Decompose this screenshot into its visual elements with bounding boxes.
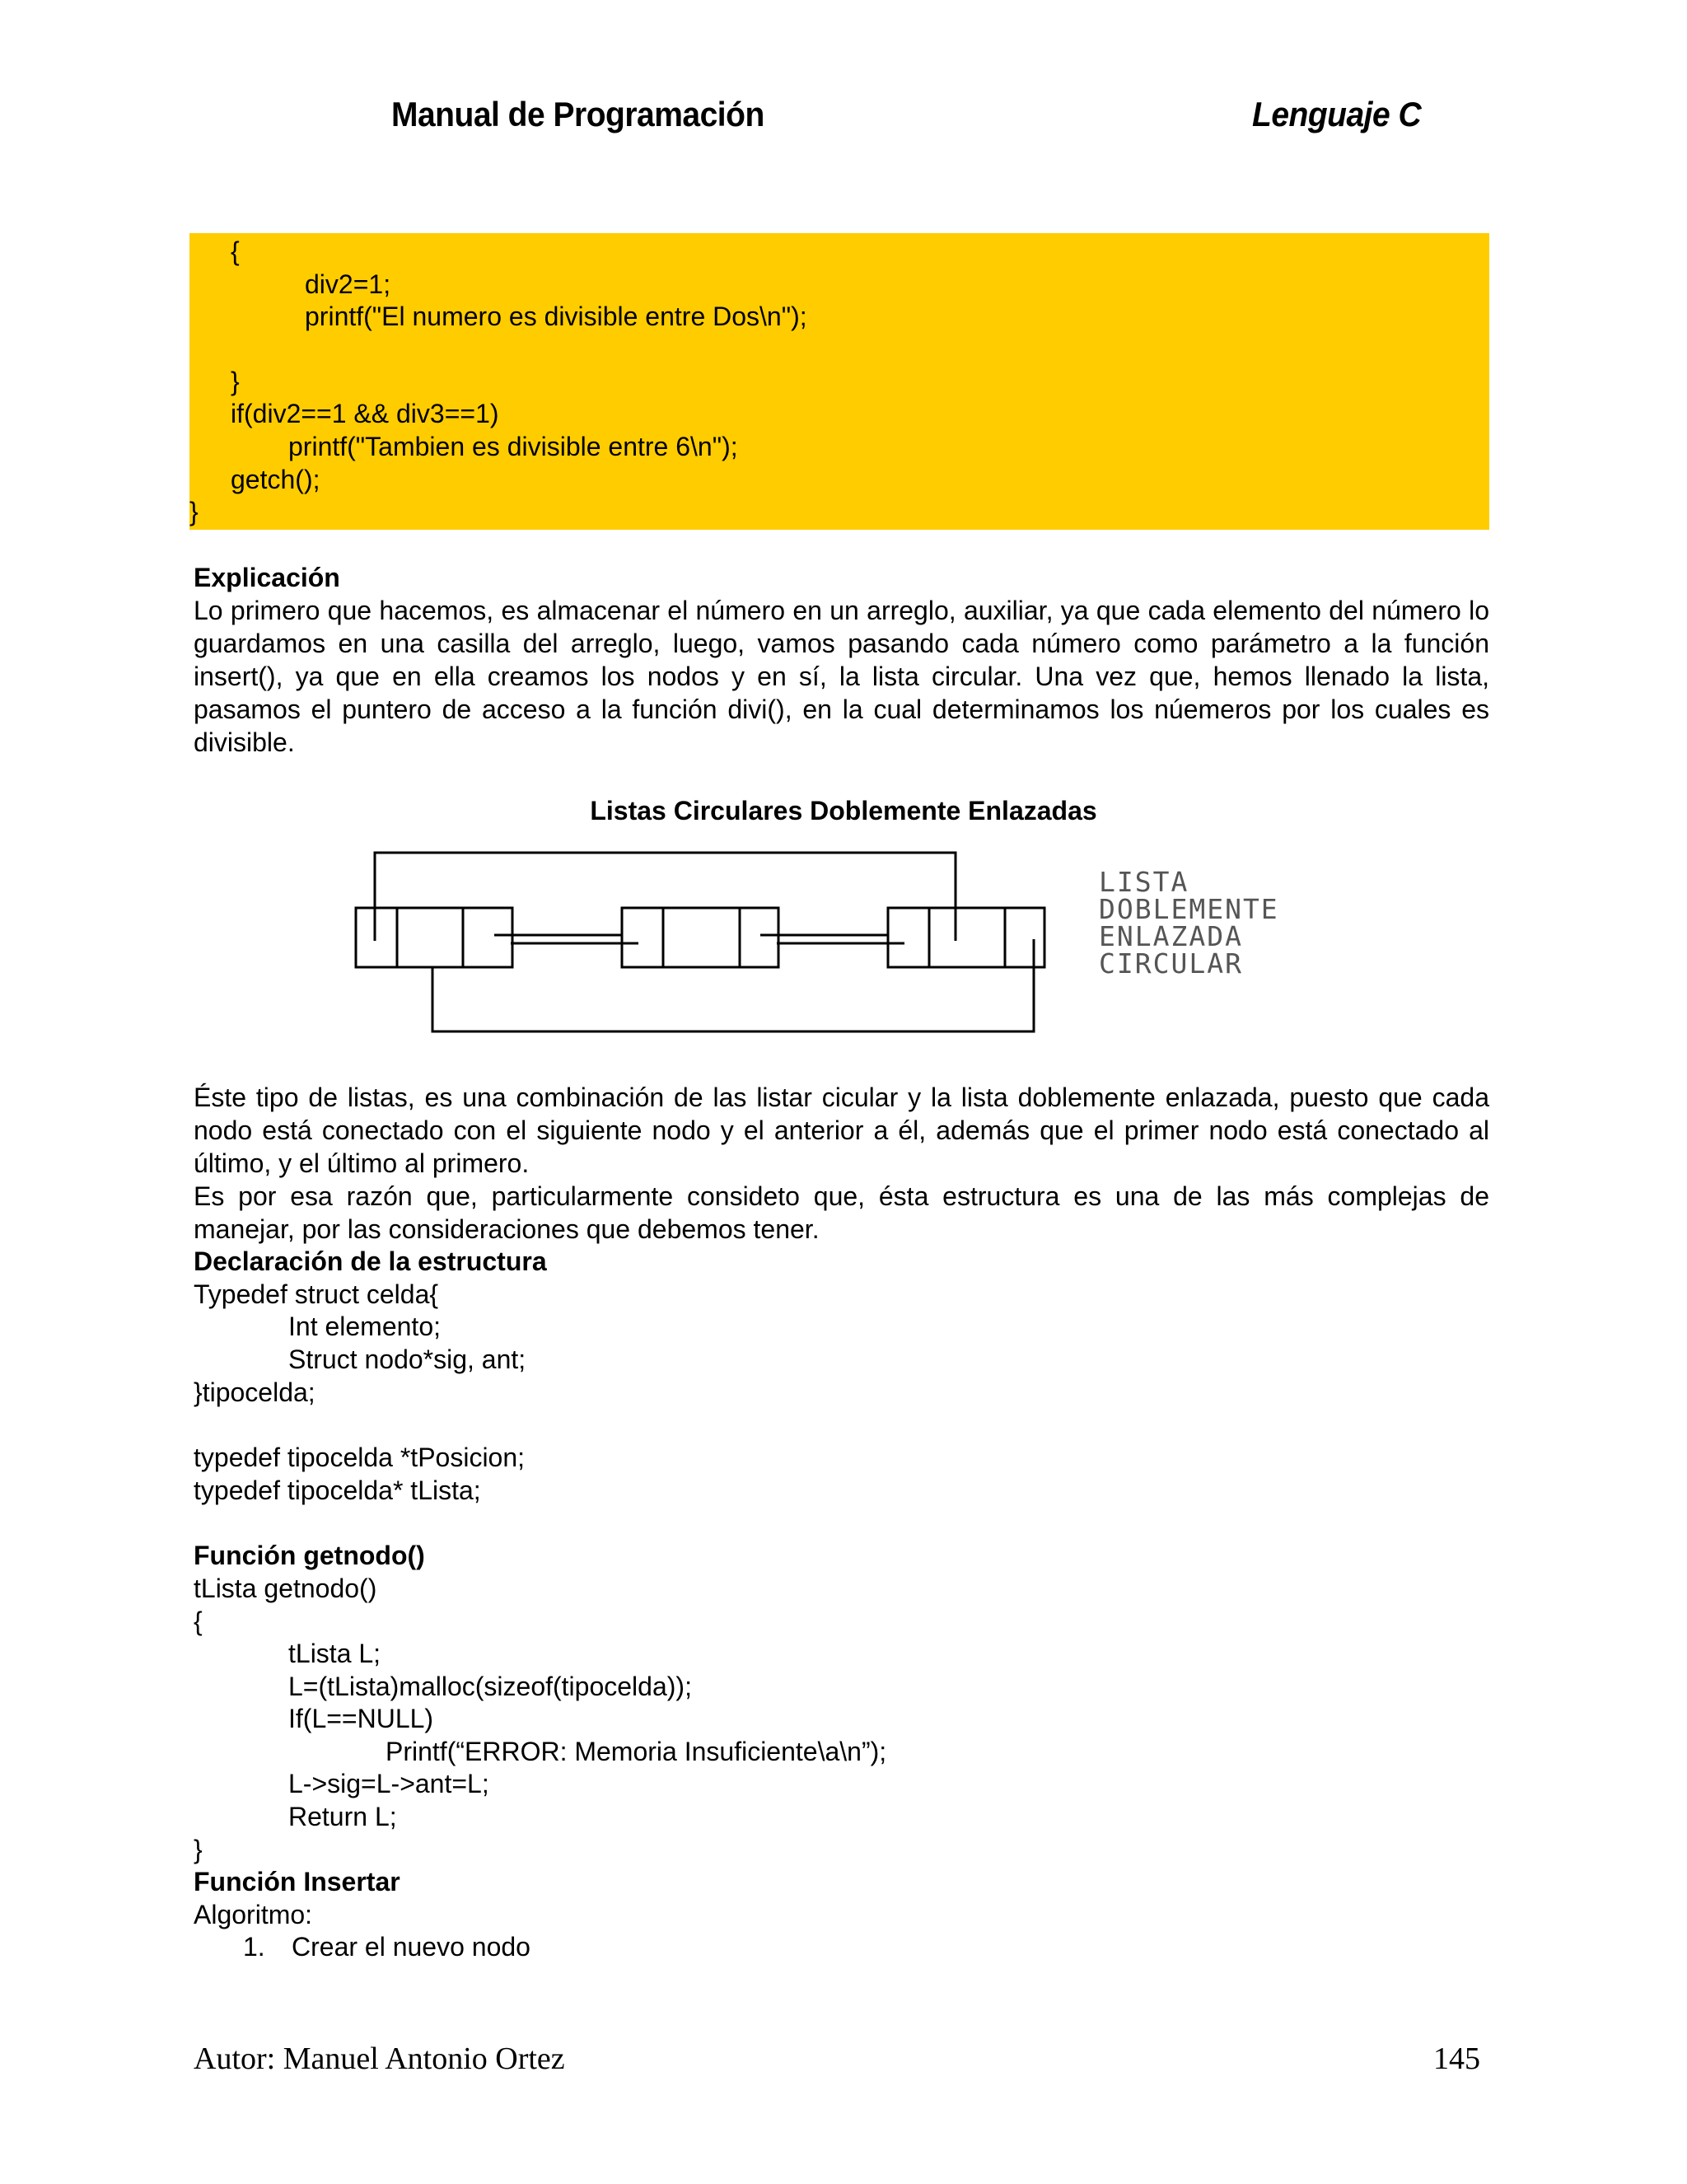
code-line: } — [189, 497, 199, 526]
code-line: L=(tLista)malloc(sizeof(tipocelda)); — [288, 1672, 692, 1701]
header-title: Manual de Programación — [391, 96, 764, 134]
list-node — [622, 908, 778, 967]
code-line: Typedef struct celda{ — [194, 1279, 439, 1309]
code-line: }tipocelda; — [194, 1377, 315, 1407]
code-line: typedef tipocelda *tPosicion; — [194, 1443, 526, 1472]
code-line: typedef tipocelda* tLista; — [194, 1475, 481, 1505]
code-line: If(L==NULL) — [288, 1704, 434, 1733]
code-line: Printf(“ERROR: Memoria Insuficiente\a\n”); — [386, 1737, 887, 1766]
code-line: { — [231, 236, 240, 266]
description-paragraph-2: Es por esa razón que, particularmente consideto que, ésta estructura es una de las más complejas de manejar, por las consideraciones que debemos tener. — [194, 1181, 1489, 1244]
header-subtitle: Lenguaje C — [1252, 96, 1422, 134]
code-line: { — [194, 1606, 203, 1636]
diagram-label-line: ENLAZADA — [1099, 920, 1243, 952]
step-text: Crear el nuevo nodo — [292, 1932, 530, 1962]
code-line: getch(); — [231, 465, 320, 494]
diagram-label-line: CIRCULAR — [1099, 947, 1243, 980]
code-line: Return L; — [288, 1802, 397, 1831]
code-line: if(div2==1 && div3==1) — [231, 399, 499, 428]
code-line: tLista L; — [288, 1639, 381, 1668]
code-line: L->sig=L->ant=L; — [288, 1769, 489, 1798]
diagram-label-line: DOBLEMENTE — [1099, 893, 1279, 925]
code-line: } — [194, 1835, 203, 1864]
diagram-label-line: LISTA — [1099, 866, 1189, 898]
code-line: printf("El numero es divisible entre Dos\n"); — [305, 302, 807, 331]
list-node — [888, 908, 1044, 967]
explicacion-heading: Explicación — [194, 563, 340, 592]
page-number: 145 — [1433, 2041, 1480, 2076]
code-line: Struct nodo*sig, ant; — [288, 1345, 526, 1374]
getnodo-heading: Función getnodo() — [194, 1541, 425, 1570]
declaracion-heading: Declaración de la estructura — [194, 1246, 547, 1276]
insertar-heading: Función Insertar — [194, 1867, 400, 1896]
circular-doubly-linked-list-diagram — [354, 849, 1063, 1038]
section-title: Listas Circulares Doblemente Enlazadas — [590, 796, 1097, 825]
algoritmo-label: Algoritmo: — [194, 1900, 313, 1929]
code-line: div2=1; — [305, 269, 391, 299]
step-number: 1. — [243, 1932, 265, 1962]
code-line: } — [231, 367, 240, 396]
list-node — [356, 908, 512, 967]
explicacion-paragraph: Lo primero que hacemos, es almacenar el número en un arreglo, auxiliar, ya que cada elemento del número lo guardamos en una casilla del arreglo, luego, vamos pasando cada número como parámetro a la función insert(), ya que en ella creamos los nodos y en sí, la lista circular. Una vez que, hemos llenado la lista, pasamos el puntero de acceso a la función divi(), en la cual determinamos los núemeros por los cuales es divisible. — [194, 596, 1489, 757]
description-paragraph-1: Éste tipo de listas, es una combinación de las listar cicular y la lista doblemente enlazada, puesto que cada nodo está conectado con el siguiente nodo y el anterior a él, además que el primer nodo está conectado al último, y el último al primero. — [194, 1083, 1489, 1178]
code-line: printf("Tambien es divisible entre 6\n"); — [288, 432, 738, 461]
code-line: tLista getnodo() — [194, 1574, 377, 1603]
code-line: Int elemento; — [288, 1312, 441, 1341]
diagram-label — [1099, 866, 1279, 980]
footer-author: Autor: Manuel Antonio Ortez — [194, 2041, 565, 2076]
